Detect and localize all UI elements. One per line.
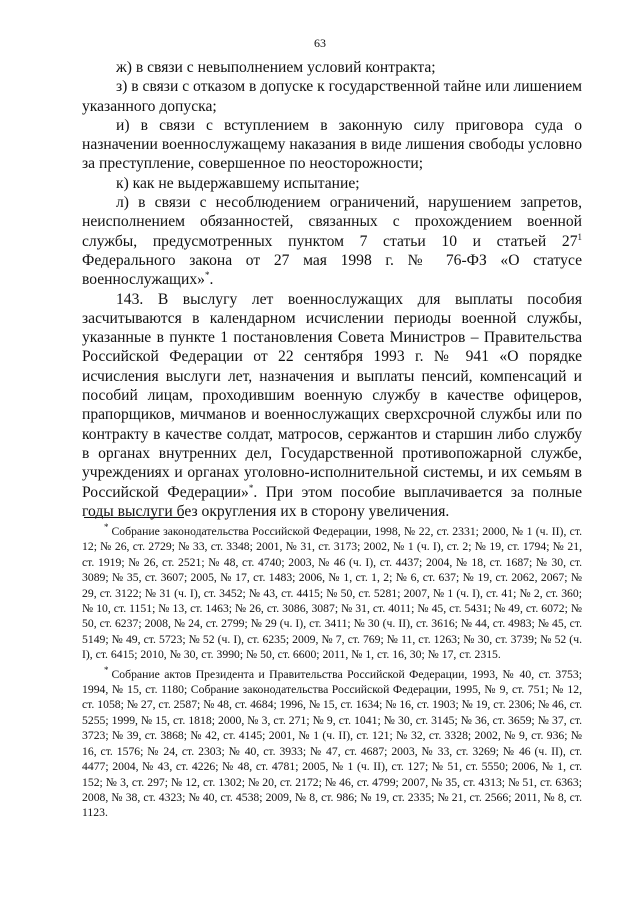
paragraph-l-part-3: . — [209, 271, 214, 289]
footnote-2-text: Собрание актов Президента и Правительства Российской Федерации, 1993, № 40, ст. 3753; 1994, № 15, ст. 1180; Собрание законодательства Российской Федерации, 1995, № 9, ст. 751; № 12, ст. 1058; № 27, ст. 2587; № 48, ст. 4684; 1996, № 15, ст. 1634; № 16, ст. 1903; № 19, ст. 2306; № 46, ст. 5255; 1999, № 15, ст. 1818; 2000, № 3, ст. 271; № 9, ст. 1041; № 30, ст. 3145; № 36, ст. 3659; № 37, ст. 3723; № 39, ст. 3868; № 42, ст. 4145; 2001, № 1 (ч. II), ст. 121; № 32, ст. 3328; 2002, № 9, ст. 936; № 16, ст. 1576; № 24, ст. 2303; № 40, ст. 3933; № 47, ст. 4687; 2003, № 33, ст. 3269; № 46 (ч. II), ст. 4477; 2004, № 43, ст. 4226; № 48, ст. 4781; 2005, № 1 (ч. II), ст. 127; № 51, ст. 5550; 2006, № 1, ст. 152; № 3, ст. 297; № 12, ст. 1302; № 20, ст. 2172; № 46, ст. 4799; 2007, № 35, ст. 4313; № 51, ст. 6363; 2008, № 38, ст. 4323; № 40, ст. 4538; 2009, № 8, ст. 986; № 19, ст. 2335; № 21, ст. 2566; 2011, № 8, ст. 1123. — [82, 667, 582, 820]
footnote-divider — [84, 517, 184, 518]
body-text — [82, 58, 582, 521]
paragraph-l-part-1: л) в связи с несоблюдением ограничений, нарушением запретов, неисполнением обязанностей, связанных с прохождением военной службы, предусмотренных пунктом 7 статьи 10 и статьей 27 — [82, 194, 582, 250]
paragraph-k: к) как не выдержавшему испытание; — [116, 174, 360, 192]
article-superscript: 1 — [577, 231, 582, 242]
footnote-1-mark: * — [104, 522, 109, 533]
footnote-ref-2: * — [248, 482, 254, 493]
paragraph-zh: ж) в связи с невыполнением условий контракта; — [116, 59, 436, 76]
page-number: 63 — [314, 36, 326, 50]
paragraph-143 — [82, 290, 582, 522]
footnote-2-mark: * — [104, 664, 109, 675]
paragraph-z: з) в связи с отказом в допуске к государственной тайне или лишением указанного допуска; — [82, 78, 582, 115]
paragraph-143-part-2: . При этом пособие выплачивается за полные годы выслуги без округления их в сторону увеличения. — [82, 483, 582, 520]
paragraph-i: и) в связи с вступлением в законную силу приговора суда о назначении военнослужащему наказания в виде лишения свободы условно за преступление, совершенное по неосторожности; — [82, 116, 582, 173]
footnote-1 — [82, 524, 582, 663]
footnote-1-text: Собрание законодательства Российской Федерации, 1998, № 22, ст. 2331; 2000, № 1 (ч. II), ст. 12; № 26, ст. 2729; № 33, ст. 3348; 2001, № 31, ст. 3173; 2002, № 1 (ч. I), ст. 2; № 19, ст. 1794; № 21, ст. 1919; № 26, ст. 2521; № 48, ст. 4740; 2003, № 46 (ч. I), ст. 4437; 2004, № 18, ст. 1687; № 30, ст. 3089; № 35, ст. 3607; 2005, № 17, ст. 1483; 2006, № 1, ст. 1, 2; № 6, ст. 637; № 19, ст. 2062, 2067; № 29, ст. 3122; № 31 (ч. I), ст. 3452; № 43, ст. 4415; № 50, ст. 5281; 2007, № 1 (ч. I), ст. 41; № 2, ст. 360; № 10, ст. 1151; № 13, ст. 1463; № 26, ст. 3086, 3087; № 31, ст. 4011; № 45, ст. 5431; № 49, ст. 6072; № 50, ст. 6237; 2008, № 24, ст. 2799; № 29 (ч. I), ст. 3411; № 30 (ч. II), ст. 3616; № 44, ст. 4983; № 45, ст. 5149; № 49, ст. 5723; № 52 (ч. I), ст. 6235; 2009, № 7, ст. 769; № 11, ст. 1263; № 30, ст. 3739; № 52 (ч. I), ст. 6415; 2010, № 30, ст. 3990; № 50, ст. 6600; 2011, № 1, ст. 16, 30; № 17, ст. 2315. — [82, 525, 582, 662]
paragraph-143-part-1: 143. В выслугу лет военнослужащих для выплаты пособия засчитываются в календарном исчислении периоды военной службы, указанные в пункте 1 постановления Совета Министров – Правительства Российской Федерации от 22 сентября 1993 г. № 941 «О порядке исчисления выслуги лет, назначения и выплаты пенсий, компенсаций и пособий лицам, проходившим военную службу в качестве офицеров, прапорщиков, мичманов и военнослужащих сверхсрочной службы или по контракту в качестве солдат, матросов, сержантов и старшин либо службу в органах внутренних дел, Государственной противопожарной службе, учреждениях и органах уголовно-исполнительной системы, и их семьям в Российской Федерации» — [82, 290, 582, 501]
paragraph-l — [82, 193, 582, 289]
footnotes — [82, 524, 582, 825]
footnote-2 — [82, 664, 582, 821]
paragraph-l-part-2: Федерального закона от 27 мая 1998 г. № 76-ФЗ «О статусе военнослужащих» — [82, 251, 582, 289]
footnote-ref-1: * — [204, 270, 210, 281]
